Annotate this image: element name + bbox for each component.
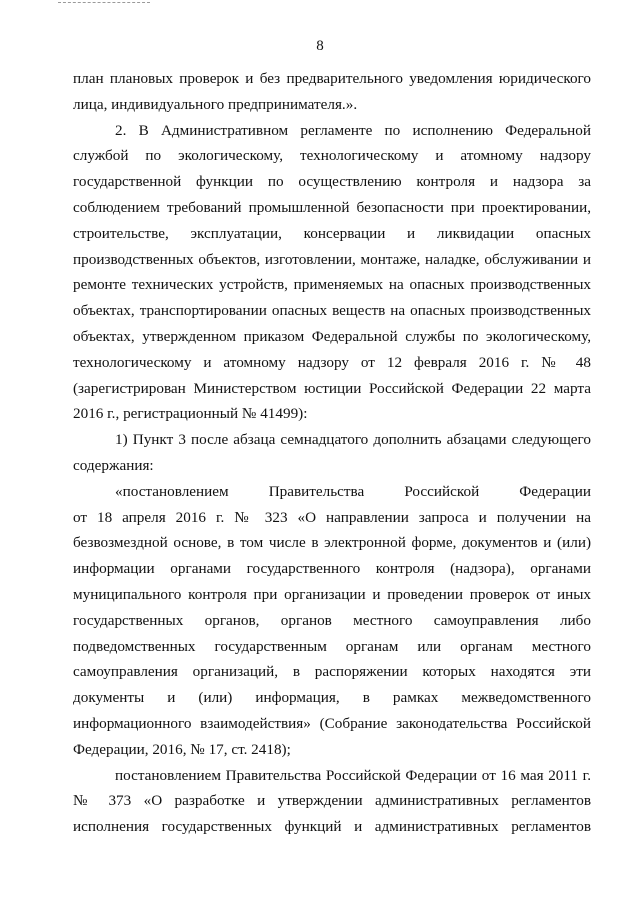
text-line: № 373 «О разработке и утверждении административных регламентов xyxy=(73,792,591,810)
text-line: содержания: xyxy=(73,456,154,474)
text-line: 2. В Административном регламенте по исполнению Федеральной xyxy=(115,121,591,139)
text-line: безвозмездной основе, в том числе в электронной форме, документов и (или) xyxy=(73,534,591,552)
text-line: постановлением Правительства Российской Федерации от 16 мая 2011 г. xyxy=(115,766,591,784)
text-line: объектах, утвержденном приказом Федеральной службы по экологическому, xyxy=(73,327,591,345)
document-body xyxy=(73,66,591,840)
text-line: «постановлением Правительства Российской Федерации xyxy=(115,482,591,500)
text-line: самоуправления организаций, в распоряжении которых находятся эти xyxy=(73,663,591,681)
text-line: лица, индивидуального предпринимателя.». xyxy=(73,95,358,113)
text-line: 1) Пункт 3 после абзаца семнадцатого дополнить абзацами следующего xyxy=(115,431,591,449)
text-line: Федерации, 2016, № 17, ст. 2418); xyxy=(73,740,291,758)
page-number: 8 xyxy=(316,38,324,54)
text-line: от 18 апреля 2016 г. № 323 «О направлении запроса и получении на xyxy=(73,508,591,526)
text-line: соблюдением требований промышленной безопасности при проектировании, xyxy=(73,198,591,216)
text-line: информации органами государственного контроля (надзора), органами xyxy=(73,560,591,578)
text-line: ремонте технических устройств, применяемых на опасных производственных xyxy=(73,276,591,294)
top-edge-mark xyxy=(58,2,150,3)
text-line: документы и (или) информация, в рамках межведомственного xyxy=(73,689,591,707)
text-line: службой по экологическому, технологическому и атомному надзору xyxy=(73,147,591,165)
text-line: (зарегистрирован Министерством юстиции Российской Федерации 22 марта xyxy=(73,379,591,397)
text-line: государственных органов, органов местного самоуправления либо xyxy=(73,611,591,629)
text-line: 2016 г., регистрационный № 41499): xyxy=(73,405,308,423)
text-line: информационного взаимодействия» (Собрание законодательства Российской xyxy=(73,714,591,732)
text-line: план плановых проверок и без предварительного уведомления юридического xyxy=(73,70,591,87)
text-line: подведомственных государственным органам или органам местного xyxy=(73,637,591,655)
text-line: производственных объектов, изготовлении, монтаже, наладке, обслуживании и xyxy=(73,250,591,268)
text-line: технологическому и атомному надзору от 12 февраля 2016 г. № 48 xyxy=(73,353,591,371)
text-line: исполнения государственных функций и административных регламентов xyxy=(73,818,591,836)
text-line: муниципального контроля при организации и проведении проверок от иных xyxy=(73,585,591,603)
text-line: строительстве, эксплуатации, консервации и ликвидации опасных xyxy=(73,224,591,242)
text-line: объектах, транспортировании опасных веществ на опасных производственных xyxy=(73,302,591,320)
text-line: государственной функции по осуществлению контроля и надзора за xyxy=(73,173,591,191)
